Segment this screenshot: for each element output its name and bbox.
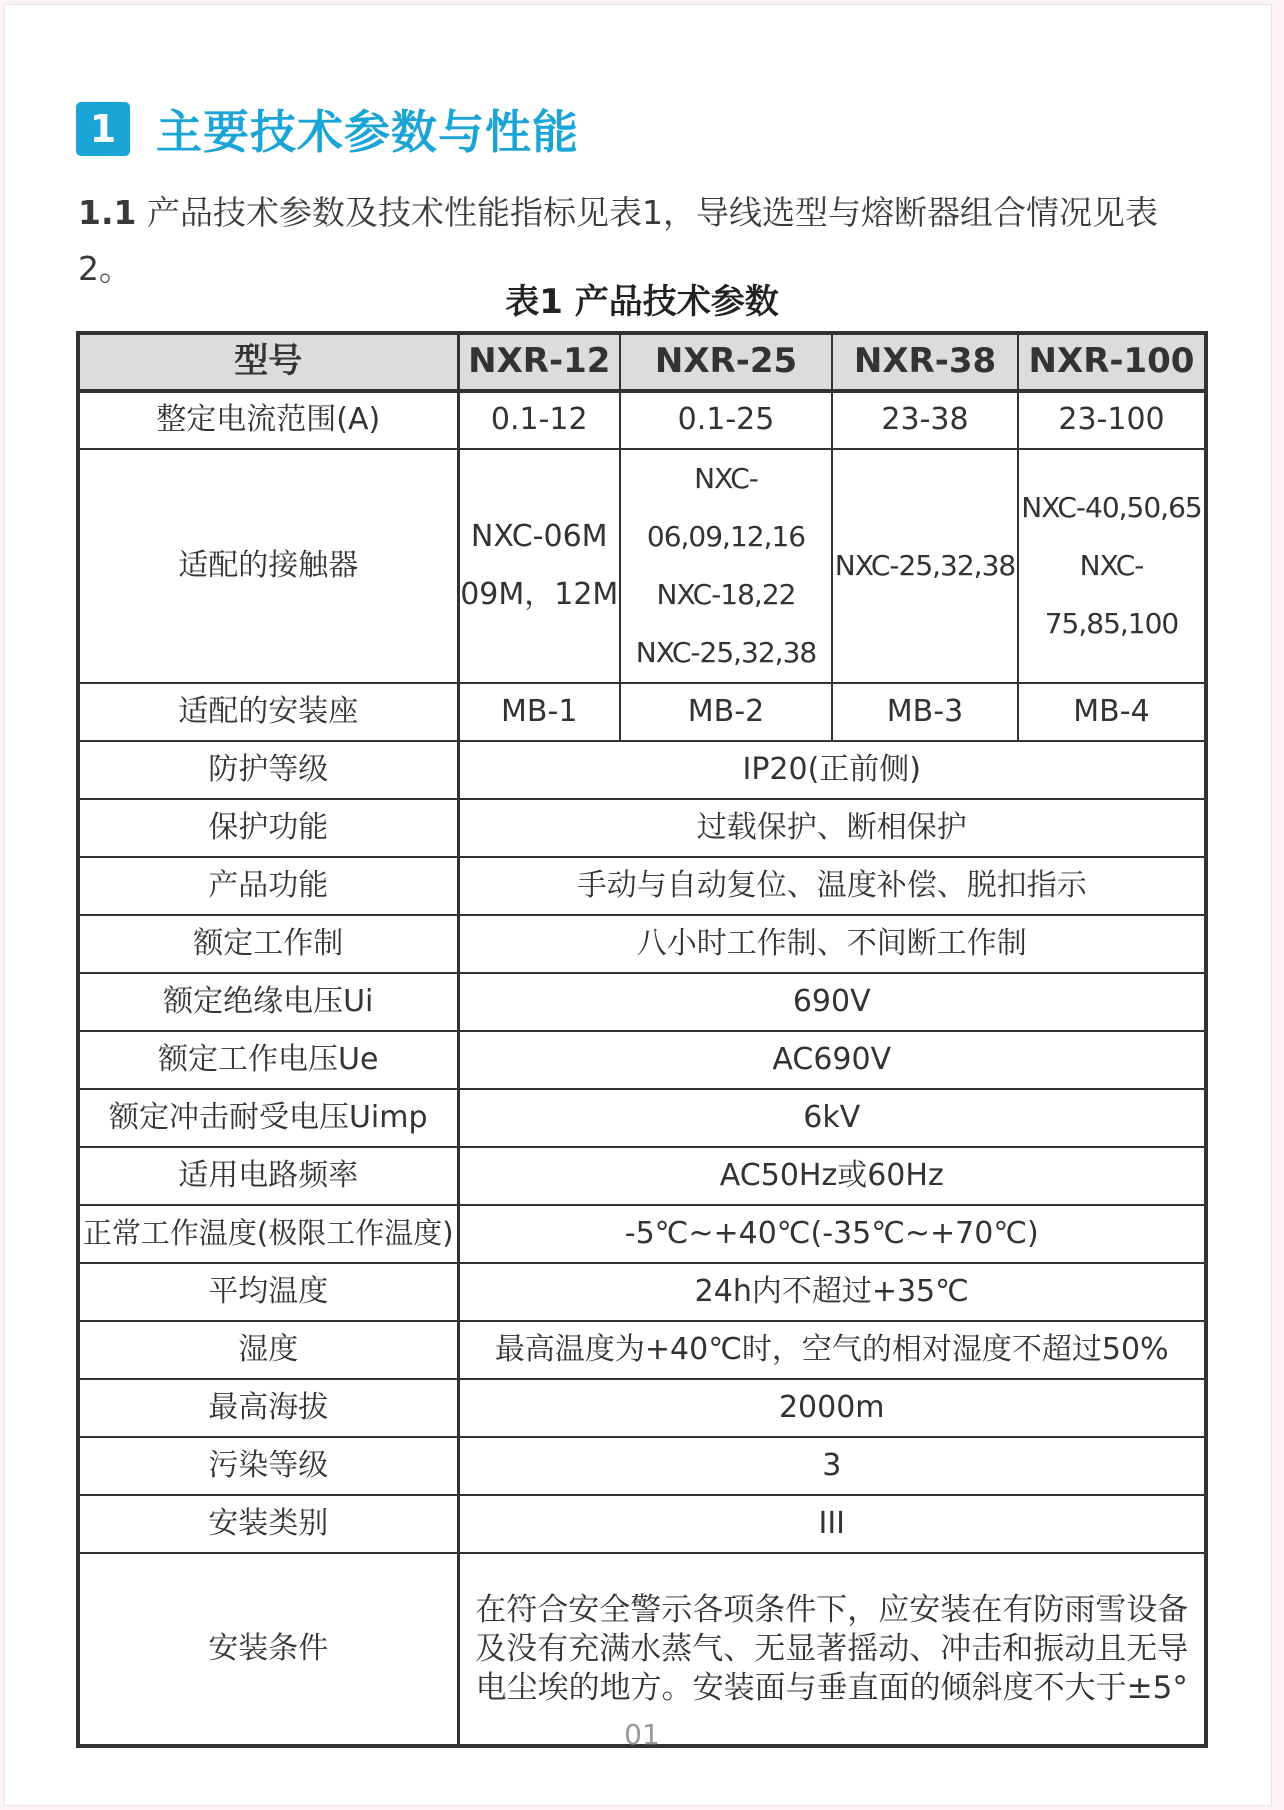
row-label: 湿度	[78, 1321, 458, 1379]
table-row	[78, 1379, 1206, 1437]
cell-value: 23-38	[832, 391, 1018, 449]
cell-value: MB-3	[832, 683, 1018, 741]
table-row	[78, 1205, 1206, 1263]
cell-value: 24h内不超过+35℃	[458, 1263, 1206, 1321]
cell-line: NXC-75,85,100	[1044, 549, 1179, 640]
table-row	[78, 1263, 1206, 1321]
row-label: 额定绝缘电压Ui	[78, 973, 458, 1031]
row-label: 安装类别	[78, 1495, 458, 1553]
row-label: 安装条件	[78, 1553, 458, 1746]
table-row	[78, 973, 1206, 1031]
cell-value: 过载保护、断相保护	[458, 799, 1206, 857]
section-number-badge: 1	[76, 102, 130, 156]
row-label: 适配的接触器	[78, 449, 458, 683]
row-label: 额定冲击耐受电压Uimp	[78, 1089, 458, 1147]
table-row	[78, 741, 1206, 799]
cell-value: 2000m	[458, 1379, 1206, 1437]
cell-line: 09M，12M	[460, 577, 619, 612]
table-row	[78, 1031, 1206, 1089]
cell-value: 0.1-12	[458, 391, 620, 449]
table-row	[78, 1089, 1206, 1147]
table-row	[78, 1147, 1206, 1205]
cell-value: AC690V	[458, 1031, 1206, 1089]
table-row	[78, 799, 1206, 857]
table-caption: 表1 产品技术参数	[505, 282, 779, 322]
cell-value: MB-1	[458, 683, 620, 741]
cell-value: 在符合安全警示各项条件下，应安装在有防雨雪设备及没有充满水蒸气、无显著摇动、冲击和振动且无导电尘埃的地方。安装面与垂直面的倾斜度不大于±5°	[458, 1553, 1206, 1746]
cell-value: MB-4	[1018, 683, 1206, 741]
table-row	[78, 683, 1206, 741]
cell-value	[1018, 449, 1206, 683]
row-label: 额定工作制	[78, 915, 458, 973]
cell-line: NXC-06,09,12,16	[646, 462, 806, 553]
table-row	[78, 1321, 1206, 1379]
row-label: 正常工作温度(极限工作温度)	[78, 1205, 458, 1263]
header-nxr-25: NXR-25	[620, 333, 832, 391]
cell-value: AC50Hz或60Hz	[458, 1147, 1206, 1205]
row-label: 污染等级	[78, 1437, 458, 1495]
cell-value: -5℃~+40℃(-35℃~+70℃)	[458, 1205, 1206, 1263]
cell-value: 6kV	[458, 1089, 1206, 1147]
row-label: 保护功能	[78, 799, 458, 857]
header-nxr-12: NXR-12	[458, 333, 620, 391]
table-row	[78, 449, 1206, 683]
cell-value: 手动与自动复位、温度补偿、脱扣指示	[458, 857, 1206, 915]
page-number: 01	[624, 1718, 660, 1751]
cell-value: IP20(正前侧)	[458, 741, 1206, 799]
cell-line: NXC-06M	[470, 519, 608, 554]
table-row	[78, 391, 1206, 449]
table-row	[78, 915, 1206, 973]
cell-value	[458, 449, 620, 683]
row-label: 防护等级	[78, 741, 458, 799]
cell-value: 0.1-25	[620, 391, 832, 449]
intro-number: 1.1	[78, 193, 137, 232]
table-header-row	[78, 333, 1206, 391]
cell-value: 3	[458, 1437, 1206, 1495]
cell-value: MB-2	[620, 683, 832, 741]
row-label: 产品功能	[78, 857, 458, 915]
section-title: 主要技术参数与性能	[156, 105, 579, 159]
row-label: 最高海拔	[78, 1379, 458, 1437]
row-label: 适配的安装座	[78, 683, 458, 741]
cell-line: NXC-40,50,65	[1021, 491, 1202, 524]
cell-value: 23-100	[1018, 391, 1206, 449]
intro-text: 产品技术参数及技术性能指标见表1，导线选型与熔断器组合情况见表2。	[78, 193, 1158, 288]
table-row	[78, 1437, 1206, 1495]
header-model: 型号	[78, 333, 458, 391]
row-label: 整定电流范围(A)	[78, 391, 458, 449]
cell-line: NXC-25,32,38	[635, 636, 817, 669]
header-nxr-38: NXR-38	[832, 333, 1018, 391]
cell-line: NXC-18,22	[656, 578, 796, 611]
cell-value: III	[458, 1495, 1206, 1553]
section-heading	[76, 96, 579, 162]
cell-line: NXC-25,32,38	[834, 549, 1016, 582]
cell-value: 690V	[458, 973, 1206, 1031]
cell-value: 八小时工作制、不间断工作制	[458, 915, 1206, 973]
row-label: 额定工作电压Ue	[78, 1031, 458, 1089]
cell-value: 最高温度为+40℃时，空气的相对湿度不超过50%	[458, 1321, 1206, 1379]
header-nxr-100: NXR-100	[1018, 333, 1206, 391]
cell-value	[832, 449, 1018, 683]
table-row	[78, 1495, 1206, 1553]
spec-table	[76, 331, 1208, 1748]
row-label: 平均温度	[78, 1263, 458, 1321]
row-label: 适用电路频率	[78, 1147, 458, 1205]
table-row	[78, 857, 1206, 915]
cell-value	[620, 449, 832, 683]
